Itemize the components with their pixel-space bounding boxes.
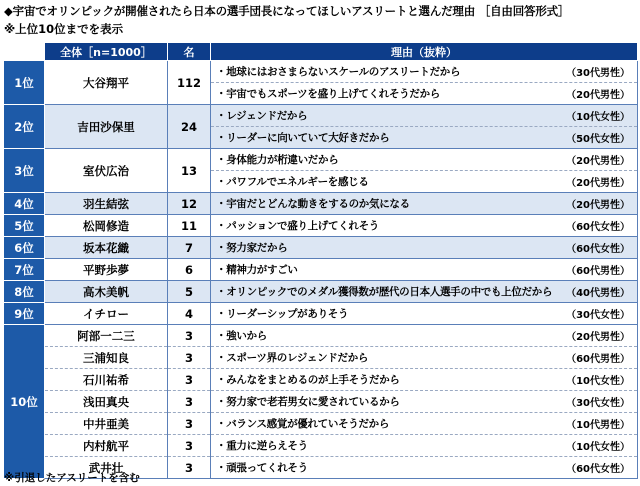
reason-line: [211, 171, 637, 192]
respondent-demographic: （10代男性）: [566, 420, 630, 431]
table-row: [4, 149, 638, 193]
reason-text: ・リーダーに向いていて大好きだから: [216, 132, 390, 144]
respondent-demographic: （20代男性）: [566, 178, 630, 189]
respondent-demographic: （60代男性）: [566, 266, 630, 277]
reason-line: [211, 149, 637, 171]
reason-text: ・レジェンドだから: [216, 110, 308, 122]
reason-line: [211, 457, 637, 478]
athlete-name: 石川祐希: [45, 369, 168, 391]
reason-text: ・努力家だから: [216, 242, 288, 254]
reason-cell: [211, 259, 638, 281]
athlete-name: 吉田沙保里: [45, 105, 168, 149]
vote-count: 11: [168, 215, 211, 237]
header-count: 名: [168, 43, 211, 61]
table-row: [4, 369, 638, 391]
reason-text: ・スポーツ界のレジェンドだから: [216, 352, 369, 364]
vote-count: 12: [168, 193, 211, 215]
table-row: [4, 413, 638, 435]
reason-line: [211, 281, 637, 302]
rank-cell: 10位: [4, 325, 45, 479]
vote-count: 3: [168, 413, 211, 435]
vote-count: 3: [168, 325, 211, 347]
reason-line: [211, 193, 637, 214]
reason-line: [211, 83, 637, 104]
reason-line: [211, 391, 637, 412]
vote-count: 3: [168, 435, 211, 457]
athlete-name: イチロー: [45, 303, 168, 325]
reason-text: ・頑張ってくれそう: [216, 462, 308, 474]
athlete-name: 内村航平: [45, 435, 168, 457]
vote-count: 3: [168, 391, 211, 413]
reason-text: ・身体能力が桁違いだから: [216, 154, 339, 166]
respondent-demographic: （20代男性）: [566, 90, 630, 101]
table-row: [4, 61, 638, 105]
table-header-row: [4, 43, 638, 61]
reason-cell: [211, 369, 638, 391]
respondent-demographic: （10代女性）: [566, 112, 630, 123]
reason-line: [211, 259, 637, 280]
rank-cell: 9位: [4, 303, 45, 325]
rank-cell: 2位: [4, 105, 45, 149]
reason-text: ・パッションで盛り上げてくれそう: [216, 220, 379, 232]
table-row: [4, 391, 638, 413]
table-row: [4, 215, 638, 237]
table-row: [4, 435, 638, 457]
reason-line: [211, 347, 637, 368]
table-row: [4, 193, 638, 215]
reason-cell: [211, 303, 638, 325]
respondent-demographic: （40代男性）: [566, 288, 630, 299]
vote-count: 3: [168, 457, 211, 479]
vote-count: 7: [168, 237, 211, 259]
reason-line: [211, 61, 637, 83]
rank-cell: 7位: [4, 259, 45, 281]
athlete-name: 松岡修造: [45, 215, 168, 237]
reason-text: ・地球にはおさまらないスケールのアスリートだから: [216, 66, 461, 78]
vote-count: 13: [168, 149, 211, 193]
vote-count: 3: [168, 369, 211, 391]
rank-cell: 6位: [4, 237, 45, 259]
reason-line: [211, 127, 637, 148]
reason-text: ・バランス感覚が優れていそうだから: [216, 418, 390, 430]
reason-line: [211, 105, 637, 127]
vote-count: 4: [168, 303, 211, 325]
reason-line: [211, 413, 637, 434]
vote-count: 6: [168, 259, 211, 281]
athlete-name: 平野歩夢: [45, 259, 168, 281]
reason-text: ・オリンピックでのメダル獲得数が歴代の日本人選手の中でも上位だから: [216, 286, 553, 298]
respondent-demographic: （30代女性）: [566, 310, 630, 321]
athlete-name: 坂本花織: [45, 237, 168, 259]
respondent-demographic: （50代女性）: [566, 134, 630, 145]
respondent-demographic: （60代女性）: [566, 222, 630, 233]
table-row: [4, 259, 638, 281]
athlete-name: 武井壮: [45, 457, 168, 479]
vote-count: 5: [168, 281, 211, 303]
reason-cell: [211, 237, 638, 259]
athlete-name: 三浦知良: [45, 347, 168, 369]
vote-count: 112: [168, 61, 211, 105]
reason-cell: [211, 435, 638, 457]
athlete-name: 大谷翔平: [45, 61, 168, 105]
respondent-demographic: （60代男性）: [566, 354, 630, 365]
reason-line: [211, 369, 637, 390]
athlete-name: 室伏広治: [45, 149, 168, 193]
table-row: [4, 237, 638, 259]
ranking-table: [3, 42, 638, 479]
reason-text: ・パワフルでエネルギーを感じる: [216, 176, 369, 188]
respondent-demographic: （10代女性）: [566, 376, 630, 387]
reason-text: ・宇宙でもスポーツを盛り上げてくれそうだから: [216, 88, 440, 100]
reason-text: ・精神力がすごい: [216, 264, 298, 276]
footnote: ※引退したアスリートを含む: [4, 472, 140, 484]
vote-count: 3: [168, 347, 211, 369]
reason-cell: [211, 413, 638, 435]
reason-text: ・重力に逆らえそう: [216, 440, 308, 452]
reason-cell: [211, 391, 638, 413]
reason-line: [211, 435, 637, 456]
reason-cell: [211, 281, 638, 303]
reason-text: ・リーダーシップがありそう: [216, 308, 349, 320]
rank-cell: 5位: [4, 215, 45, 237]
rank-cell: 1位: [4, 61, 45, 105]
reason-line: [211, 237, 637, 258]
athlete-name: 中井亜美: [45, 413, 168, 435]
respondent-demographic: （20代男性）: [566, 200, 630, 211]
table-row: [4, 281, 638, 303]
header-name: 全体［n=1000］: [45, 43, 168, 61]
page-subtitle: ※上位10位までを表示: [4, 22, 124, 36]
reason-cell: [211, 193, 638, 215]
athlete-name: 羽生結弦: [45, 193, 168, 215]
reason-text: ・強いから: [216, 330, 267, 342]
reason-line: [211, 325, 637, 346]
reason-cell: [211, 215, 638, 237]
respondent-demographic: （30代男性）: [566, 68, 630, 79]
rank-cell: 4位: [4, 193, 45, 215]
reason-cell: [211, 105, 638, 149]
header-reason: 理由（抜粋）: [211, 43, 638, 61]
respondent-demographic: （10代女性）: [566, 442, 630, 453]
rank-cell: 3位: [4, 149, 45, 193]
reason-text: ・宇宙だとどんな動きをするのか気になる: [216, 198, 410, 210]
page-title: ◆宇宙でオリンピックが開催されたら日本の選手団長になってほしいアスリートと選んだ理由 ［自由回答形式］: [4, 4, 570, 18]
reason-cell: [211, 61, 638, 105]
table-row: [4, 347, 638, 369]
reason-cell: [211, 457, 638, 479]
header-rank: [4, 43, 45, 61]
table-row: [4, 303, 638, 325]
respondent-demographic: （20代男性）: [566, 156, 630, 167]
reason-cell: [211, 347, 638, 369]
reason-text: ・努力家で老若男女に愛されているから: [216, 396, 400, 408]
athlete-name: 浅田真央: [45, 391, 168, 413]
reason-cell: [211, 325, 638, 347]
table-row: [4, 325, 638, 347]
reason-text: ・みんなをまとめるのが上手そうだから: [216, 374, 400, 386]
reason-line: [211, 215, 637, 236]
respondent-demographic: （20代男性）: [566, 332, 630, 343]
table-row: [4, 105, 638, 149]
reason-cell: [211, 149, 638, 193]
athlete-name: 阿部一二三: [45, 325, 168, 347]
table-body: [4, 61, 638, 479]
vote-count: 24: [168, 105, 211, 149]
rank-cell: 8位: [4, 281, 45, 303]
respondent-demographic: （60代女性）: [566, 464, 630, 475]
respondent-demographic: （30代女性）: [566, 398, 630, 409]
respondent-demographic: （60代女性）: [566, 244, 630, 255]
athlete-name: 高木美帆: [45, 281, 168, 303]
reason-line: [211, 303, 637, 324]
